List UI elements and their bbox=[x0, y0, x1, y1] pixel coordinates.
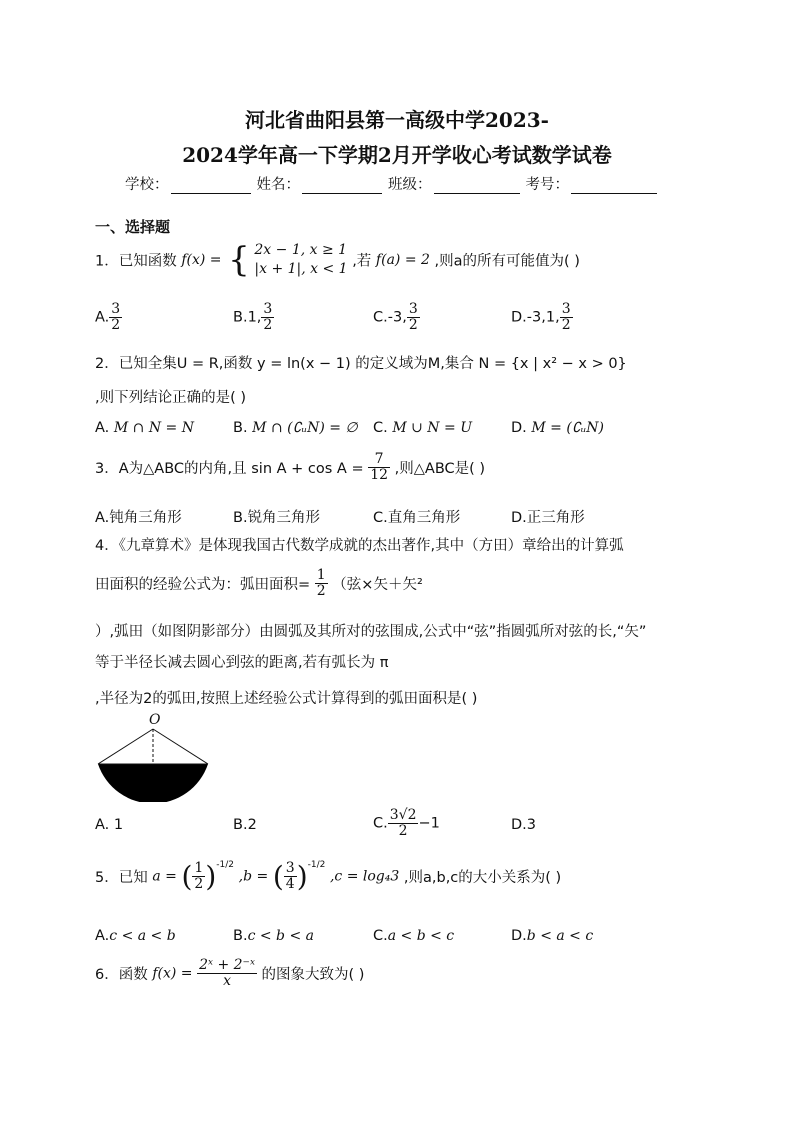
q3-option-c[interactable]: C.直角三角形 bbox=[373, 510, 461, 526]
q1-function-name: f(x) = bbox=[181, 252, 222, 268]
question-4-line1: 4．《九章算术》是体现我国古代数学成就的杰出著作,其中（方田）章给出的计算弧 bbox=[95, 538, 624, 554]
exam-no-label: 考号： bbox=[525, 177, 569, 193]
student-info-row bbox=[125, 173, 663, 194]
school-label: 学校： bbox=[125, 177, 169, 193]
q4-option-a[interactable]: A. 1 bbox=[95, 817, 124, 833]
q5-option-d[interactable]: D.b < a < c bbox=[511, 928, 594, 944]
question-6: 6．函数 f(x) = $\frac{\text{2ˣ + 2⁻ˣ}}{x}$ 的图象大致为( ) bbox=[95, 957, 365, 989]
shaded-segment bbox=[98, 764, 208, 802]
q5-option-c[interactable]: C.a < b < c bbox=[373, 928, 455, 944]
radius-left bbox=[98, 729, 153, 764]
q3-option-a[interactable]: A.钝角三角形 bbox=[95, 510, 182, 526]
question-5: 5．已知 a = ( $\frac{1}{2}$ )$^{-1/2}$ ,b = ( $\frac{3}{4}$ )$^{-1/2}$ ,c = log₄3 ,则a,b,c的大小关系为( ) bbox=[95, 860, 562, 893]
q1-option-c[interactable]: C.-3, $\frac{3}{2}$ bbox=[373, 301, 418, 333]
question-4-line2: 田面积的经验公式为：弧田面积= $\frac{1}{2}$ （弦×矢＋矢² bbox=[95, 567, 423, 599]
q4-option-c[interactable]: C. $\frac{3√2}{2}$ −1 bbox=[373, 807, 440, 839]
q1-cases: 2x − 1, x ≥ 1 |x + 1|, x < 1 bbox=[254, 242, 348, 277]
question-1: 1．已知函数 f(x) = { 2x − 1, x ≥ 1 |x + 1|, x < 1 ,若 f(a) = 2 ,则a的所有可能值为( ) bbox=[95, 240, 580, 280]
radius-right bbox=[153, 729, 208, 764]
school-blank[interactable] bbox=[171, 179, 251, 194]
q4-option-b[interactable]: B.2 bbox=[233, 817, 257, 833]
q3-option-d[interactable]: D.正三角形 bbox=[511, 510, 585, 526]
q1-option-b[interactable]: B.1, $\frac{3}{2}$ bbox=[233, 301, 273, 333]
page-title-line2: 2024学年高一下学期2月开学收心考试数学试卷 bbox=[182, 143, 612, 167]
q2-option-c[interactable]: C. M ∪ N = U bbox=[373, 420, 472, 436]
arc-field-figure bbox=[92, 710, 214, 802]
q5-option-a[interactable]: A.c < a < b bbox=[95, 928, 176, 944]
center-label-o: O bbox=[149, 712, 161, 728]
page-title-line1: 河北省曲阳县第一高级中学2023- bbox=[245, 108, 549, 132]
question-3: 3．A为△ABC的内角,且 sin A + cos A = $\frac{7}{12}$ ,则△ABC是( ) bbox=[95, 451, 486, 483]
question-4-line5: ,半径为2的弧田,按照上述经验公式计算得到的弧田面积是( ) bbox=[95, 691, 478, 707]
q2-option-a[interactable]: A. M ∩ N = N bbox=[95, 420, 194, 436]
q2-option-b[interactable]: B. M ∩ (∁ᵤN) = ∅ bbox=[233, 420, 358, 436]
question-2-line1: 2．已知全集U = R,函数 y = ln(x − 1) 的定义域为M,集合 N = {x | x² − x > 0} bbox=[95, 356, 627, 372]
q1-brace: { bbox=[228, 240, 250, 280]
question-2-line2: ,则下列结论正确的是( ) bbox=[95, 390, 247, 406]
q5-option-b[interactable]: B.c < b < a bbox=[233, 928, 314, 944]
q3-option-b[interactable]: B.锐角三角形 bbox=[233, 510, 321, 526]
q4-option-d[interactable]: D.3 bbox=[511, 817, 537, 833]
name-label: 姓名： bbox=[256, 177, 300, 193]
section-heading: 一、选择题 bbox=[95, 218, 171, 236]
exam-no-blank[interactable] bbox=[571, 179, 657, 194]
q1-option-d[interactable]: D.-3,1, $\frac{3}{2}$ bbox=[511, 301, 571, 333]
name-blank[interactable] bbox=[302, 179, 382, 194]
q2-option-d[interactable]: D. M = (∁ᵤN) bbox=[511, 420, 605, 436]
q1-option-a[interactable]: A. $\frac{3}{2}$ bbox=[95, 301, 121, 333]
class-blank[interactable] bbox=[434, 179, 520, 194]
question-4-line4: 等于半径长减去圆心到弦的距离,若有弧长为 π bbox=[95, 655, 389, 671]
question-4-line3: ）,弧田（如图阴影部分）由圆弧及其所对的弦围成,公式中“弦”指圆弧所对弦的长,“矢” bbox=[95, 624, 647, 640]
class-label: 班级： bbox=[388, 177, 432, 193]
